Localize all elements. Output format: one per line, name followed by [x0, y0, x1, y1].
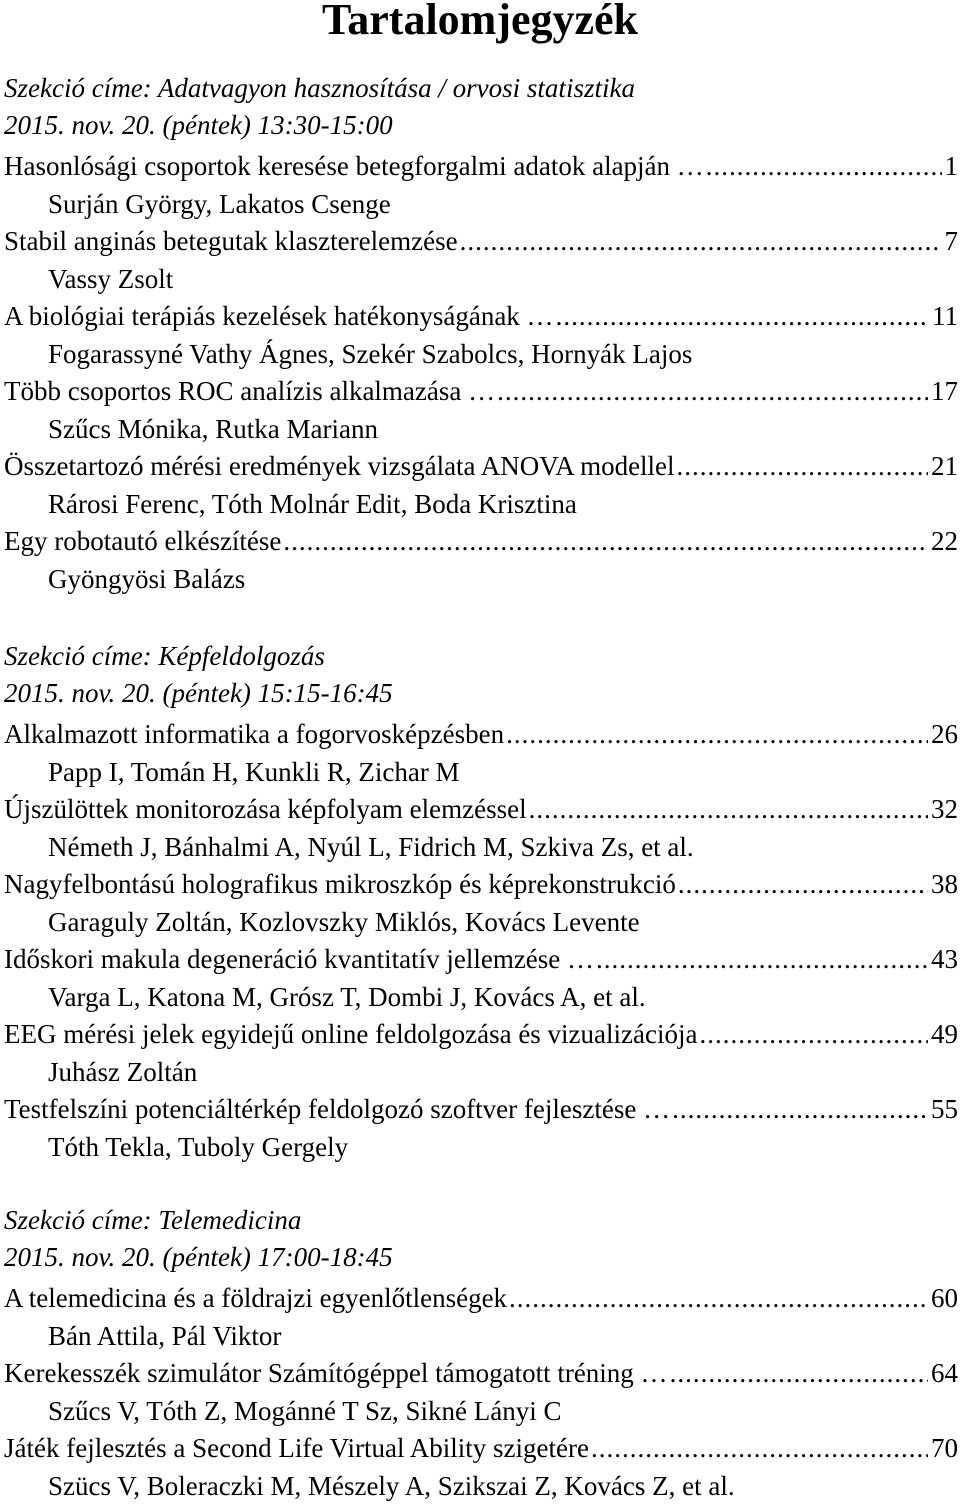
entry-authors: Tóth Tekla, Tuboly Gergely	[48, 1131, 349, 1162]
dot-leader	[506, 716, 928, 754]
toc-entry	[4, 373, 958, 448]
toc-entry	[4, 1280, 958, 1355]
entry-title: Játék fejlesztés a Second Life Virtual Ability szigetére	[4, 1433, 589, 1463]
toc-entry	[4, 1016, 958, 1091]
entry-title: Időskori makula degeneráció kvantitatív jellemzése …	[4, 944, 595, 974]
entry-authors: Juhász Zoltán	[48, 1056, 198, 1087]
section-date: 2015. nov. 20. (péntek) 15:15-16:45	[4, 678, 393, 708]
entry-authors: Szűcs V, Tóth Z, Mogánné T Sz, Sikné Lányi C	[48, 1395, 562, 1426]
toc-section-kepfeldolgozas	[4, 638, 958, 1166]
dot-leader	[529, 791, 928, 829]
entry-title: Alkalmazott informatika a fogorvosképzésben	[4, 719, 505, 749]
toc-entry	[4, 716, 958, 791]
entry-title: A biológiai terápiás kezelések hatékonyságának …	[4, 301, 554, 331]
dot-leader	[556, 298, 929, 336]
toc-entry-title-row[interactable]	[4, 223, 958, 261]
section-date: 2015. nov. 20. (péntek) 17:00-18:45	[4, 1242, 393, 1272]
section-heading: Szekció címe: Adatvagyon hasznosítása / orvosi statisztika	[4, 73, 635, 103]
section-heading: Szekció címe: Telemedicina	[4, 1205, 302, 1235]
page-number: 43	[931, 944, 958, 974]
page-number: 1	[944, 151, 958, 181]
entry-authors: Bán Attila, Pál Viktor	[48, 1320, 282, 1351]
dot-leader	[283, 523, 928, 561]
entry-title: Kerekesszék szimulátor Számítógéppel támogatott tréning …	[4, 1358, 668, 1388]
entry-authors: Rárosi Ferenc, Tóth Molnár Edit, Boda Krisztina	[48, 488, 577, 519]
toc-entry	[4, 223, 958, 298]
toc-entry-title-row[interactable]	[4, 148, 958, 186]
dot-leader	[699, 1016, 928, 1054]
toc-entry	[4, 791, 958, 866]
dot-leader	[672, 1091, 928, 1129]
toc-entry-title-row[interactable]	[4, 1355, 958, 1393]
toc-entry	[4, 148, 958, 223]
toc-entry-title-row[interactable]	[4, 716, 958, 754]
entry-authors: Szücs V, Boleraczki M, Mészely A, Szikszai Z, Kovács Z, et al.	[48, 1470, 735, 1501]
dot-leader	[678, 866, 928, 904]
entry-title: Újszülöttek monitorozása képfolyam elemzéssel	[4, 794, 527, 824]
entry-title: Több csoportos ROC analízis alkalmazása …	[4, 376, 496, 406]
section-heading: Szekció címe: Képfeldolgozás	[4, 641, 325, 671]
toc-entry-title-row[interactable]	[4, 1016, 958, 1054]
entry-title: Testfelszíni potenciáltérkép feldolgozó szoftver fejlesztése …	[4, 1094, 671, 1124]
toc-entry	[4, 448, 958, 523]
entry-title: Hasonlósági csoportok keresése betegforgalmi adatok alapján …	[4, 151, 704, 181]
entry-authors: Varga L, Katona M, Grósz T, Dombi J, Kovács A, et al.	[48, 981, 646, 1012]
toc-entry	[4, 523, 958, 598]
toc-entry	[4, 941, 958, 1016]
entry-authors: Surján György, Lakatos Csenge	[48, 188, 391, 219]
toc-entry	[4, 1091, 958, 1166]
toc-entry-title-row[interactable]	[4, 791, 958, 829]
page-number: 55	[931, 1094, 958, 1124]
page-number: 32	[931, 794, 958, 824]
toc-entry-title-row[interactable]	[4, 523, 958, 561]
page-number: 17	[931, 376, 958, 406]
toc-section-adatvagyon	[4, 70, 958, 598]
toc-entry-title-row[interactable]	[4, 941, 958, 979]
entry-authors: Németh J, Bánhalmi A, Nyúl L, Fidrich M, Szkiva Zs, et al.	[48, 831, 694, 862]
toc-entry-title-row[interactable]	[4, 298, 958, 336]
entry-authors: Vassy Zsolt	[48, 263, 174, 294]
dot-leader	[677, 448, 928, 486]
page-number: 11	[932, 301, 958, 331]
toc-entry-title-row[interactable]	[4, 448, 958, 486]
dot-leader	[596, 941, 928, 979]
page-title: Tartalomjegyzék	[321, 0, 639, 44]
dot-leader	[497, 373, 928, 411]
toc-entry-title-row[interactable]	[4, 1091, 958, 1129]
entry-authors: Garaguly Zoltán, Kozlovszky Miklós, Kovács Levente	[48, 906, 640, 937]
toc-entry	[4, 298, 958, 373]
entry-title: Nagyfelbontású holografikus mikroszkóp és képrekonstrukció	[4, 869, 676, 899]
dot-leader	[509, 1280, 928, 1318]
toc-section-telemedicina	[4, 1202, 958, 1505]
entry-title: EEG mérési jelek egyidejű online feldolgozása és vizualizációja	[4, 1019, 698, 1049]
entry-authors: Gyöngyösi Balázs	[48, 563, 246, 594]
section-date: 2015. nov. 20. (péntek) 13:30-15:00	[4, 110, 393, 140]
toc-entry	[4, 1355, 958, 1430]
page-number: 26	[931, 719, 958, 749]
entry-title: Stabil anginás betegutak klaszterelemzése	[4, 226, 458, 256]
toc-entry-title-row[interactable]	[4, 1430, 958, 1468]
toc-entry	[4, 866, 958, 941]
page-number: 70	[931, 1433, 958, 1463]
entry-title: Egy robotautó elkészítése	[4, 526, 282, 556]
entry-authors: Papp I, Tomán H, Kunkli R, Zichar M	[48, 756, 460, 787]
toc-entry	[4, 1430, 958, 1505]
page-number: 7	[944, 226, 958, 256]
dot-leader	[460, 223, 942, 261]
page-number: 64	[931, 1358, 958, 1388]
dot-leader	[706, 148, 942, 186]
page-number: 49	[931, 1019, 958, 1049]
entry-authors: Fogarassyné Vathy Ágnes, Szekér Szabolcs, Hornyák Lajos	[48, 338, 693, 369]
dot-leader	[670, 1355, 928, 1393]
entry-title: A telemedicina és a földrajzi egyenlőtlenségek	[4, 1283, 508, 1313]
page-number: 38	[931, 869, 958, 899]
page-number: 22	[931, 526, 958, 556]
toc-entry-title-row[interactable]	[4, 1280, 958, 1318]
toc-entry-title-row[interactable]	[4, 373, 958, 411]
entry-title: Összetartozó mérési eredmények vizsgálata ANOVA modellel	[4, 451, 675, 481]
page-number: 21	[931, 451, 958, 481]
entry-authors: Szűcs Mónika, Rutka Mariann	[48, 413, 378, 444]
dot-leader	[591, 1430, 928, 1468]
toc-entry-title-row[interactable]	[4, 866, 958, 904]
page-number: 60	[931, 1283, 958, 1313]
